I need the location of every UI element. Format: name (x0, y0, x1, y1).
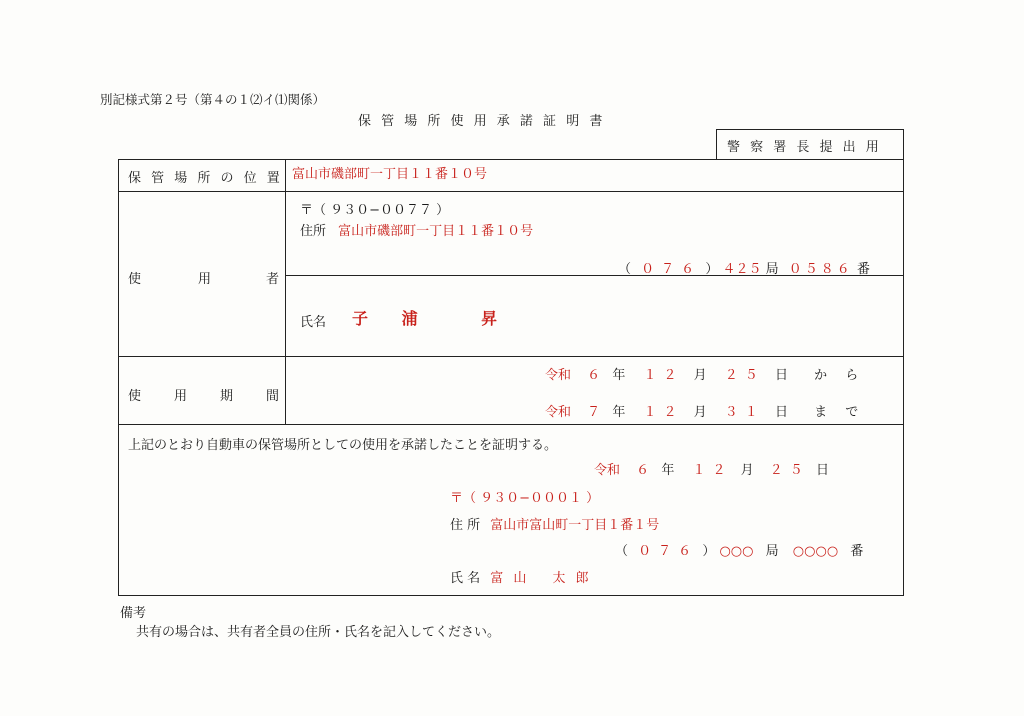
location-value: 富山市磯部町一丁目１１番１０号 (292, 167, 488, 182)
notes-heading: 備考 (120, 606, 147, 621)
phone-open: （ (615, 544, 629, 559)
phone-ban: 番 (856, 262, 870, 277)
user-phone (618, 258, 870, 277)
phone-exchange: ４２５ (722, 262, 762, 277)
end-day: ３１ (724, 405, 765, 420)
user-name-value: 子 浦 昇 (352, 309, 512, 328)
period-label-char: 使 (128, 389, 142, 404)
period-label-char: 期 (220, 389, 234, 404)
user-name-label: 氏名 (300, 315, 327, 330)
row-divider (118, 356, 904, 357)
year-unit: 年 (612, 405, 626, 420)
day-unit: 日 (774, 368, 788, 383)
end-year: ７ (587, 405, 601, 420)
user-address-label: 住所 (300, 224, 327, 239)
certifier-postal-code (450, 487, 599, 506)
period-end (545, 401, 865, 420)
start-day: ２５ (724, 368, 765, 383)
notes-text: 共有の場合は、共有者全員の住所・氏名を記入してください。 (136, 625, 501, 640)
user-address (300, 220, 533, 239)
user-address-value: 富山市磯部町一丁目１１番１０号 (338, 224, 534, 239)
month-unit: 月 (693, 368, 707, 383)
month-unit: 月 (740, 463, 754, 478)
label-column-divider (285, 159, 286, 424)
user-postal-code (300, 199, 449, 218)
year-unit: 年 (661, 463, 675, 478)
phone-exchange: ○○○ (719, 544, 754, 559)
cert-month: １２ (692, 463, 733, 478)
phone-area-code: ０７６ (641, 262, 702, 277)
start-month: １２ (643, 368, 684, 383)
day-unit: 日 (774, 405, 788, 420)
certifier-address-value: 富山市富山町一丁目１番１号 (490, 518, 660, 533)
row-divider (118, 424, 904, 425)
period-start (545, 364, 865, 383)
certifier-name-label: 氏 名 (450, 571, 481, 586)
start-era: 令和 (545, 368, 572, 383)
certification-date (594, 459, 829, 478)
day-unit: 日 (815, 463, 829, 478)
cert-day: ２５ (769, 463, 810, 478)
year-unit: 年 (612, 368, 626, 383)
phone-number: ○○○○ (792, 544, 839, 559)
certifier-address (450, 514, 659, 533)
certification-statement: 上記のとおり自動車の保管場所としての使用を承諾したことを証明する。 (128, 438, 558, 453)
certifier-name (450, 567, 592, 586)
submit-to-label: 警 察 署 長 提 出 用 (727, 140, 882, 155)
phone-ban: 番 (850, 544, 864, 559)
user-label-char: 使 (128, 272, 142, 287)
form-reference: 別記様式第２号（第４の１⑵イ⑴関係） (100, 92, 326, 107)
certifier-name-value: 富 山 太 郎 (490, 571, 592, 586)
phone-close: ） (705, 262, 719, 277)
phone-number: ０５８６ (788, 262, 853, 277)
document-title: 保 管 場 所 使 用 承 諾 証 明 書 (358, 114, 606, 129)
phone-area-code: ０７６ (638, 544, 699, 559)
period-label-char: 用 (174, 389, 188, 404)
phone-close: ） (702, 544, 716, 559)
month-unit: 月 (693, 405, 707, 420)
user-postal-text: 〒（ ９３０−００７７ ） (300, 203, 450, 218)
period-label-char: 間 (266, 389, 280, 404)
certifier-address-label: 住 所 (450, 518, 481, 533)
phone-kyoku: 局 (765, 544, 779, 559)
user-label-char: 用 (198, 272, 212, 287)
location-label: 保 管 場 所 の 位 置 (128, 171, 283, 186)
cert-year: ６ (636, 463, 650, 478)
end-suffix: ま で (814, 405, 866, 420)
certifier-postal-text: 〒（ ９３０−０００１ ） (450, 491, 600, 506)
start-suffix: か ら (814, 368, 866, 383)
cert-era: 令和 (594, 463, 621, 478)
row-divider (118, 191, 904, 192)
submit-to-box (716, 129, 904, 160)
phone-open: （ (618, 262, 632, 277)
start-year: ６ (587, 368, 601, 383)
phone-kyoku: 局 (765, 262, 779, 277)
certifier-phone (615, 540, 863, 559)
user-label-char: 者 (266, 272, 280, 287)
end-era: 令和 (545, 405, 572, 420)
end-month: １２ (643, 405, 684, 420)
